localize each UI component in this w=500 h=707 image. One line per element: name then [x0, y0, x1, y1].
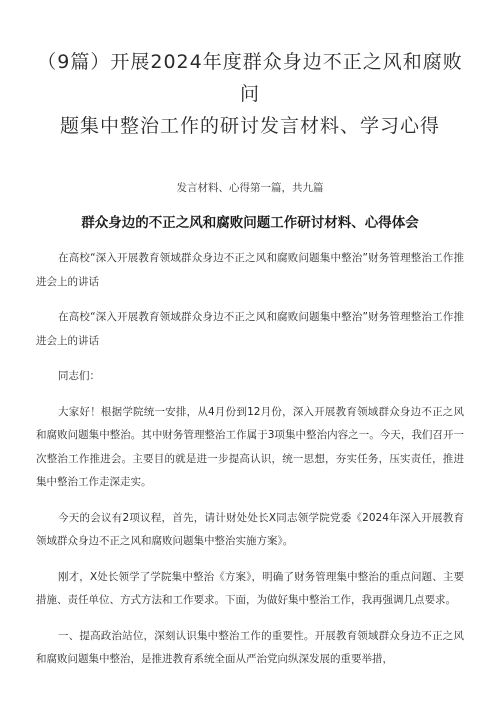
paragraph: 大家好！根据学院统一安排，从4月份到12月份，深入开展教育领域群众身边不正之风和腐败问题集中整治。其中财务管理整治工作属于3项集中整治内容之一。今天，我们召开一次整治工作推进会。主要目的就是进一步提高认识，统一思想，夯实任务，压实责任，推进集中整治工作走深走实。: [36, 405, 464, 488]
paragraph: 今天的会议有2项议程，首先，请计财处处长X同志领学院党委《2024年深入开展教育领域群众身边不正之风和腐败问题集中整治实施方案》。: [36, 511, 464, 547]
salutation: 同志们：: [58, 370, 101, 382]
paragraph: 在高校“深入开展教育领域群众身边不正之风和腐败问题集中整治”财务管理整治工作推进会上的讲话: [36, 311, 464, 347]
document-title-line-1: （9篇）开展2024年度群众身边不正之风和腐败问: [37, 51, 463, 105]
paragraph: 在高校“深入开展教育领域群众身边不正之风和腐败问题集中整治”财务管理整治工作推进会上的讲话: [36, 252, 464, 288]
sub-note: 发言材料、心得第一篇，共九篇: [176, 182, 324, 194]
paragraph: 一、提高政治站位，深刻认识集中整治工作的重要性。开展教育领域群众身边不正之风和腐败问题集中整治，是推进教育系统全面从严治党向纵深发展的重要举措，: [36, 629, 464, 665]
document-title-line-2: 题集中整治工作的研讨发言材料、学习心得: [59, 115, 440, 137]
paragraph: 刚才，X处长领学了学院集中整治《方案》，明确了财务管理集中整治的重点问题、主要措施、责任单位、方式方法和工作要求。下面，为做好集中整治工作，我再强调几点要求。: [36, 570, 464, 606]
section-heading: 群众身边的不正之风和腐败问题工作研讨材料、心得体会: [81, 215, 419, 231]
document-title: [36, 0, 464, 142]
